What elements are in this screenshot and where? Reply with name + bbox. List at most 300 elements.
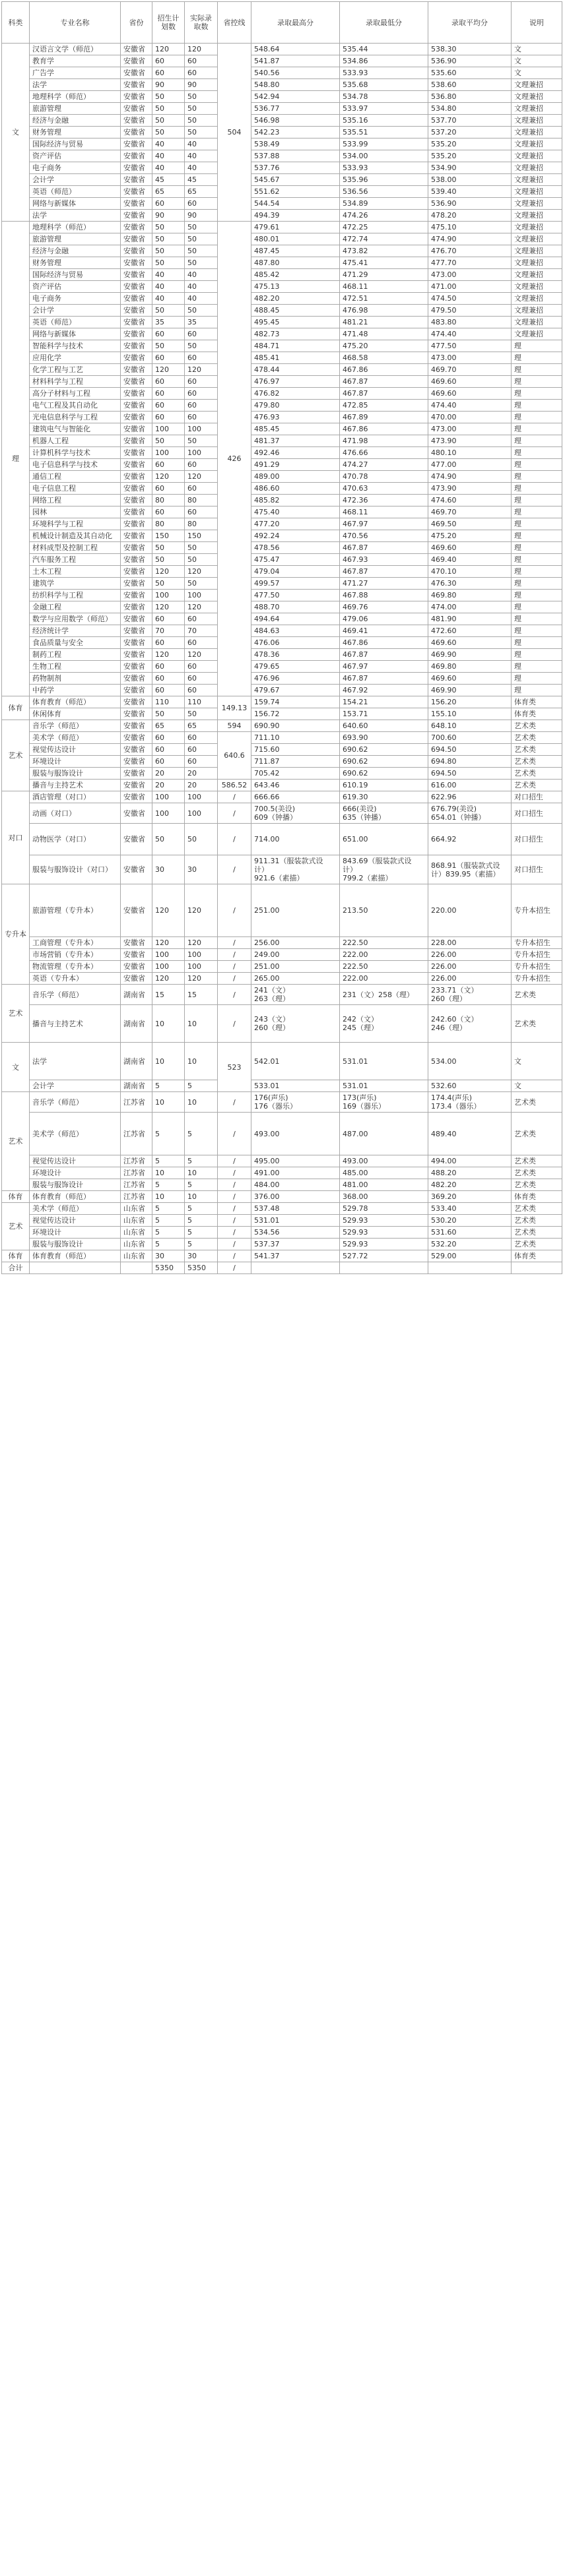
avg-score-cell: 474.90 <box>428 233 512 245</box>
min-score-cell: 468.11 <box>340 281 428 293</box>
note-cell: 文理兼招 <box>512 198 562 210</box>
actual-cell: 40 <box>185 281 218 293</box>
actual-cell: 100 <box>185 803 218 824</box>
max-score-cell: 243（文） 260（理） <box>251 1005 340 1043</box>
table-row <box>2 67 562 79</box>
province-cell: 安徽省 <box>121 400 152 412</box>
max-score-cell: 480.01 <box>251 233 340 245</box>
avg-score-cell: 470.00 <box>428 412 512 423</box>
plan-cell: 50 <box>152 127 185 138</box>
plan-cell: 50 <box>152 245 185 257</box>
plan-cell: 60 <box>152 613 185 625</box>
plan-cell: 30 <box>152 855 185 884</box>
plan-cell: 100 <box>152 791 185 803</box>
actual-cell: 120 <box>185 937 218 949</box>
min-score-cell: 467.97 <box>340 518 428 530</box>
province-cell: 安徽省 <box>121 768 152 780</box>
avg-score-cell: 494.00 <box>428 1155 512 1167</box>
major-cell: 国际经济与贸易 <box>30 269 121 281</box>
major-cell: 美术学（师范） <box>30 1113 121 1155</box>
actual-cell: 120 <box>185 44 218 55</box>
table-row <box>2 937 562 949</box>
table-row <box>2 400 562 412</box>
province-cell: 安徽省 <box>121 340 152 352</box>
max-score-cell: 711.87 <box>251 756 340 768</box>
major-cell: 物流管理（专升本） <box>30 961 121 973</box>
major-cell: 制药工程 <box>30 649 121 661</box>
plan-cell: 60 <box>152 685 185 696</box>
max-score-cell: 476.06 <box>251 637 340 649</box>
table-row <box>2 554 562 566</box>
max-score-cell: 476.93 <box>251 412 340 423</box>
note-cell: 理 <box>512 423 562 435</box>
note-cell: 文理兼招 <box>512 210 562 222</box>
major-cell: 美术学（师范） <box>30 732 121 744</box>
avg-score-cell: 534.00 <box>428 1043 512 1080</box>
min-score-cell: 493.00 <box>340 1155 428 1167</box>
avg-score-cell: 694.50 <box>428 744 512 756</box>
plan-cell: 90 <box>152 210 185 222</box>
major-cell: 财务管理 <box>30 127 121 138</box>
major-cell: 材料成型及控制工程 <box>30 542 121 554</box>
note-cell: 理 <box>512 471 562 483</box>
table-row <box>2 447 562 459</box>
note-cell: 对口招生 <box>512 803 562 824</box>
province-cell: 江苏省 <box>121 1092 152 1113</box>
max-score-cell: 537.88 <box>251 150 340 162</box>
province-cell: 安徽省 <box>121 601 152 613</box>
province-cell: 安徽省 <box>121 412 152 423</box>
province-cell: 安徽省 <box>121 744 152 756</box>
plan-cell: 65 <box>152 720 185 732</box>
max-score-cell: 541.37 <box>251 1250 340 1262</box>
actual-cell: 5 <box>185 1239 218 1250</box>
control-line-cell: 586.52 <box>218 780 251 791</box>
note-cell: 艺术类 <box>512 780 562 791</box>
avg-score-cell: 532.20 <box>428 1239 512 1250</box>
province-cell: 山东省 <box>121 1239 152 1250</box>
avg-score-cell: 469.90 <box>428 685 512 696</box>
province-cell: 安徽省 <box>121 756 152 768</box>
min-score-cell: 535.16 <box>340 115 428 127</box>
table-row <box>2 506 562 518</box>
province-cell: 安徽省 <box>121 388 152 400</box>
avg-score-cell: 533.40 <box>428 1203 512 1215</box>
min-score-cell: 487.00 <box>340 1113 428 1155</box>
province-cell: 安徽省 <box>121 103 152 115</box>
major-cell: 通信工程 <box>30 471 121 483</box>
min-score-cell: 475.20 <box>340 340 428 352</box>
min-score-cell: 534.78 <box>340 91 428 103</box>
note-cell: 理 <box>512 649 562 661</box>
avg-score-cell: 469.70 <box>428 364 512 376</box>
max-score-cell: 481.37 <box>251 435 340 447</box>
control-line-cell: / <box>218 824 251 855</box>
min-score-cell: 610.19 <box>340 780 428 791</box>
min-score-cell: 533.93 <box>340 162 428 174</box>
table-row <box>2 720 562 732</box>
table-row <box>2 412 562 423</box>
min-score-cell: 534.86 <box>340 55 428 67</box>
min-score-cell: 529.93 <box>340 1227 428 1239</box>
table-row <box>2 744 562 756</box>
table-row <box>2 1239 562 1250</box>
avg-score-cell: 538.60 <box>428 79 512 91</box>
note-cell: 理 <box>512 388 562 400</box>
note-cell: 理 <box>512 673 562 685</box>
major-cell: 电子商务 <box>30 293 121 305</box>
avg-score-cell: 475.10 <box>428 222 512 233</box>
avg-score-cell: 489.40 <box>428 1113 512 1155</box>
actual-cell: 60 <box>185 613 218 625</box>
actual-cell: 30 <box>185 1250 218 1262</box>
plan-cell: 60 <box>152 661 185 673</box>
province-cell: 安徽省 <box>121 495 152 506</box>
plan-cell: 10 <box>152 1092 185 1113</box>
note-cell: 文理兼招 <box>512 150 562 162</box>
plan-cell: 50 <box>152 91 185 103</box>
note-cell: 文 <box>512 55 562 67</box>
province-cell: 安徽省 <box>121 138 152 150</box>
max-score-cell: 484.63 <box>251 625 340 637</box>
province-cell: 安徽省 <box>121 471 152 483</box>
max-score-cell: 537.76 <box>251 162 340 174</box>
table-row <box>2 317 562 328</box>
province-cell: 安徽省 <box>121 91 152 103</box>
header-min-score: 录取最低分 <box>340 2 428 44</box>
table-row <box>2 281 562 293</box>
category-cell: 对口 <box>2 791 30 884</box>
control-line-cell: / <box>218 1191 251 1203</box>
province-cell: 安徽省 <box>121 210 152 222</box>
max-score-cell: 491.00 <box>251 1167 340 1179</box>
max-score-cell: 492.46 <box>251 447 340 459</box>
note-cell: 对口招生 <box>512 855 562 884</box>
max-score-cell: 546.98 <box>251 115 340 127</box>
plan-cell: 5 <box>152 1215 185 1227</box>
actual-cell: 50 <box>185 115 218 127</box>
min-score-cell: 467.97 <box>340 661 428 673</box>
actual-cell: 10 <box>185 1043 218 1080</box>
control-line-cell: / <box>218 855 251 884</box>
note-cell: 文理兼招 <box>512 103 562 115</box>
note-cell: 艺术类 <box>512 1005 562 1043</box>
province-cell: 安徽省 <box>121 447 152 459</box>
province-cell: 湖南省 <box>121 1005 152 1043</box>
actual-cell: 150 <box>185 530 218 542</box>
major-cell: 土木工程 <box>30 566 121 578</box>
major-cell: 动物医学（对口） <box>30 824 121 855</box>
avg-score-cell: 469.80 <box>428 661 512 673</box>
min-score-cell: 469.41 <box>340 625 428 637</box>
control-line-cell: / <box>218 1250 251 1262</box>
note-cell: 理 <box>512 518 562 530</box>
min-score-cell: 467.86 <box>340 637 428 649</box>
table-row <box>2 590 562 601</box>
note-cell: 文理兼招 <box>512 162 562 174</box>
min-score-cell: 481.00 <box>340 1179 428 1191</box>
min-score-cell: 470.63 <box>340 483 428 495</box>
actual-cell: 50 <box>185 435 218 447</box>
min-score-cell: 529.93 <box>340 1215 428 1227</box>
major-cell: 体育教育（师范） <box>30 1250 121 1262</box>
min-score-cell: 529.93 <box>340 1239 428 1250</box>
actual-cell: 100 <box>185 423 218 435</box>
note-cell: 理 <box>512 661 562 673</box>
province-cell: 安徽省 <box>121 518 152 530</box>
avg-score-cell: 694.80 <box>428 756 512 768</box>
category-cell: 文 <box>2 1043 30 1092</box>
major-cell: 汽车服务工程 <box>30 554 121 566</box>
control-line-cell: / <box>218 1203 251 1215</box>
major-cell: 服装与服饰设计 <box>30 1239 121 1250</box>
note-cell: 理 <box>512 447 562 459</box>
avg-score-cell: 535.20 <box>428 138 512 150</box>
province-cell: 安徽省 <box>121 459 152 471</box>
major-cell: 资产评估 <box>30 281 121 293</box>
province-cell: 湖南省 <box>121 1080 152 1092</box>
avg-score-cell: 469.70 <box>428 506 512 518</box>
max-score-cell: 542.01 <box>251 1043 340 1080</box>
actual-cell: 120 <box>185 973 218 985</box>
min-score-cell: 690.62 <box>340 744 428 756</box>
max-score-cell: 487.45 <box>251 245 340 257</box>
avg-score-cell: 469.60 <box>428 637 512 649</box>
avg-score-cell: 480.10 <box>428 447 512 459</box>
actual-cell: 10 <box>185 1191 218 1203</box>
major-cell: 美术学（师范） <box>30 1203 121 1215</box>
actual-cell: 30 <box>185 855 218 884</box>
major-cell: 音乐学（师范） <box>30 720 121 732</box>
min-score-cell: 467.93 <box>340 554 428 566</box>
province-cell: 安徽省 <box>121 317 152 328</box>
actual-cell: 50 <box>185 305 218 317</box>
plan-cell: 60 <box>152 198 185 210</box>
table-row <box>2 459 562 471</box>
max-score-cell: 542.23 <box>251 127 340 138</box>
table-row <box>2 269 562 281</box>
plan-cell: 120 <box>152 601 185 613</box>
avg-score-cell: 226.00 <box>428 973 512 985</box>
table-row <box>2 1155 562 1167</box>
province-cell: 安徽省 <box>121 590 152 601</box>
table-row <box>2 1215 562 1227</box>
major-cell: 药物制剂 <box>30 673 121 685</box>
avg-score-cell: 470.10 <box>428 566 512 578</box>
category-cell: 艺术 <box>2 985 30 1043</box>
avg-score-cell: 868.91（服装款式设计）839.95（素描） <box>428 855 512 884</box>
plan-cell: 100 <box>152 447 185 459</box>
actual-cell: 60 <box>185 744 218 756</box>
plan-cell: 5 <box>152 1239 185 1250</box>
major-cell: 中药学 <box>30 685 121 696</box>
province-cell: 安徽省 <box>121 364 152 376</box>
note-cell: 文理兼招 <box>512 79 562 91</box>
table-row <box>2 649 562 661</box>
note-cell: 理 <box>512 566 562 578</box>
min-score-cell: 368.00 <box>340 1191 428 1203</box>
table-row <box>2 601 562 613</box>
major-cell: 会计学 <box>30 174 121 186</box>
plan-cell: 10 <box>152 1191 185 1203</box>
min-score-cell: 222.50 <box>340 961 428 973</box>
table-row <box>2 91 562 103</box>
table-row <box>2 162 562 174</box>
avg-score-cell: 536.90 <box>428 55 512 67</box>
province-cell: 安徽省 <box>121 949 152 961</box>
note-cell: 艺术类 <box>512 1239 562 1250</box>
max-score-cell: 376.00 <box>251 1191 340 1203</box>
avg-score-cell: 469.90 <box>428 649 512 661</box>
actual-cell: 50 <box>185 542 218 554</box>
min-score-cell: 222.50 <box>340 937 428 949</box>
avg-score-cell: 534.90 <box>428 162 512 174</box>
major-cell: 材料科学与工程 <box>30 376 121 388</box>
min-score-cell: 467.87 <box>340 649 428 661</box>
note-cell: 艺术类 <box>512 1179 562 1191</box>
max-score-cell: 711.10 <box>251 732 340 744</box>
avg-score-cell: 535.20 <box>428 150 512 162</box>
table-row <box>2 973 562 985</box>
table-row <box>2 138 562 150</box>
major-cell: 视觉传达设计 <box>30 1215 121 1227</box>
avg-score-cell: 474.40 <box>428 400 512 412</box>
max-score-cell: 544.54 <box>251 198 340 210</box>
actual-cell: 100 <box>185 949 218 961</box>
note-cell: 艺术类 <box>512 1227 562 1239</box>
actual-cell: 15 <box>185 985 218 1005</box>
max-score-cell: 911.31（服装款式设计） 921.6（素描） <box>251 855 340 884</box>
avg-score-cell: 478.20 <box>428 210 512 222</box>
actual-cell: 50 <box>185 257 218 269</box>
control-line-cell: / <box>218 1005 251 1043</box>
major-cell: 地理科学（师范） <box>30 222 121 233</box>
table-row <box>2 376 562 388</box>
table-row <box>2 127 562 138</box>
actual-cell: 50 <box>185 91 218 103</box>
major-cell: 工商管理（专升本） <box>30 937 121 949</box>
province-cell: 安徽省 <box>121 44 152 55</box>
min-score-cell: 467.87 <box>340 673 428 685</box>
plan-cell: 50 <box>152 103 185 115</box>
avg-score-cell: 233.71（文） 260（理） <box>428 985 512 1005</box>
plan-cell: 60 <box>152 388 185 400</box>
min-score-cell: 527.72 <box>340 1250 428 1262</box>
major-cell: 计算机科学与技术 <box>30 447 121 459</box>
min-score-cell: 222.00 <box>340 949 428 961</box>
major-cell: 环境科学与工程 <box>30 518 121 530</box>
actual-cell: 120 <box>185 566 218 578</box>
avg-score-cell: 477.00 <box>428 459 512 471</box>
note-cell: 体育类 <box>512 1191 562 1203</box>
control-line-cell: / <box>218 985 251 1005</box>
max-score-cell: 690.90 <box>251 720 340 732</box>
major-cell: 金融工程 <box>30 601 121 613</box>
control-line-cell: / <box>218 884 251 937</box>
plan-cell: 40 <box>152 293 185 305</box>
note-cell: 文理兼招 <box>512 281 562 293</box>
actual-cell: 50 <box>185 824 218 855</box>
actual-cell: 40 <box>185 150 218 162</box>
table-row <box>2 732 562 744</box>
note-cell: 理 <box>512 506 562 518</box>
actual-cell: 35 <box>185 317 218 328</box>
note-cell: 文理兼招 <box>512 233 562 245</box>
table-row <box>2 780 562 791</box>
max-score-cell: 476.96 <box>251 673 340 685</box>
major-cell: 体育教育（师范） <box>30 1191 121 1203</box>
note-cell: 艺术类 <box>512 1113 562 1155</box>
note-cell: 理 <box>512 637 562 649</box>
max-score-cell: 484.00 <box>251 1179 340 1191</box>
avg-score-cell: 228.00 <box>428 937 512 949</box>
max-score-cell: 485.82 <box>251 495 340 506</box>
header-actual-count: 实际录取数 <box>185 2 218 44</box>
avg-score-cell: 474.40 <box>428 328 512 340</box>
major-cell: 高分子材料与工程 <box>30 388 121 400</box>
actual-cell: 60 <box>185 756 218 768</box>
province-cell <box>121 1262 152 1274</box>
province-cell: 安徽省 <box>121 973 152 985</box>
major-cell: 电子商务 <box>30 162 121 174</box>
province-cell: 安徽省 <box>121 55 152 67</box>
max-score-cell: 531.01 <box>251 1215 340 1227</box>
major-cell: 休闲体育 <box>30 708 121 720</box>
max-score-cell: 241（文） 263（理） <box>251 985 340 1005</box>
actual-cell: 5350 <box>185 1262 218 1274</box>
table-row <box>2 791 562 803</box>
note-cell: 理 <box>512 412 562 423</box>
table-row <box>2 435 562 447</box>
province-cell: 安徽省 <box>121 174 152 186</box>
min-score-cell: 531.01 <box>340 1043 428 1080</box>
note-cell: 理 <box>512 364 562 376</box>
note-cell: 专升本招生 <box>512 973 562 985</box>
plan-cell: 30 <box>152 1250 185 1262</box>
note-cell: 艺术类 <box>512 732 562 744</box>
plan-cell: 120 <box>152 471 185 483</box>
actual-cell: 65 <box>185 720 218 732</box>
plan-cell: 90 <box>152 79 185 91</box>
note-cell: 文理兼招 <box>512 257 562 269</box>
actual-cell: 60 <box>185 685 218 696</box>
plan-cell: 50 <box>152 578 185 590</box>
major-cell: 汉语言文学（师范） <box>30 44 121 55</box>
table-row <box>2 613 562 625</box>
table-row <box>2 305 562 317</box>
actual-cell: 45 <box>185 174 218 186</box>
major-cell: 播音与主持艺术 <box>30 1005 121 1043</box>
note-cell: 理 <box>512 435 562 447</box>
max-score-cell: 265.00 <box>251 973 340 985</box>
province-cell: 安徽省 <box>121 352 152 364</box>
category-cell: 艺术 <box>2 1203 30 1250</box>
major-cell: 经济与金融 <box>30 245 121 257</box>
note-cell: 理 <box>512 340 562 352</box>
province-cell: 山东省 <box>121 1250 152 1262</box>
province-cell: 安徽省 <box>121 162 152 174</box>
plan-cell: 10 <box>152 1005 185 1043</box>
major-cell: 化学工程与工艺 <box>30 364 121 376</box>
plan-cell: 5350 <box>152 1262 185 1274</box>
max-score-cell: 542.94 <box>251 91 340 103</box>
table-row <box>2 150 562 162</box>
major-cell: 播音与主持艺术 <box>30 780 121 791</box>
min-score-cell: 651.00 <box>340 824 428 855</box>
min-score-cell: 467.87 <box>340 376 428 388</box>
major-cell: 音乐学（师范） <box>30 1092 121 1113</box>
max-score-cell: 494.64 <box>251 613 340 625</box>
